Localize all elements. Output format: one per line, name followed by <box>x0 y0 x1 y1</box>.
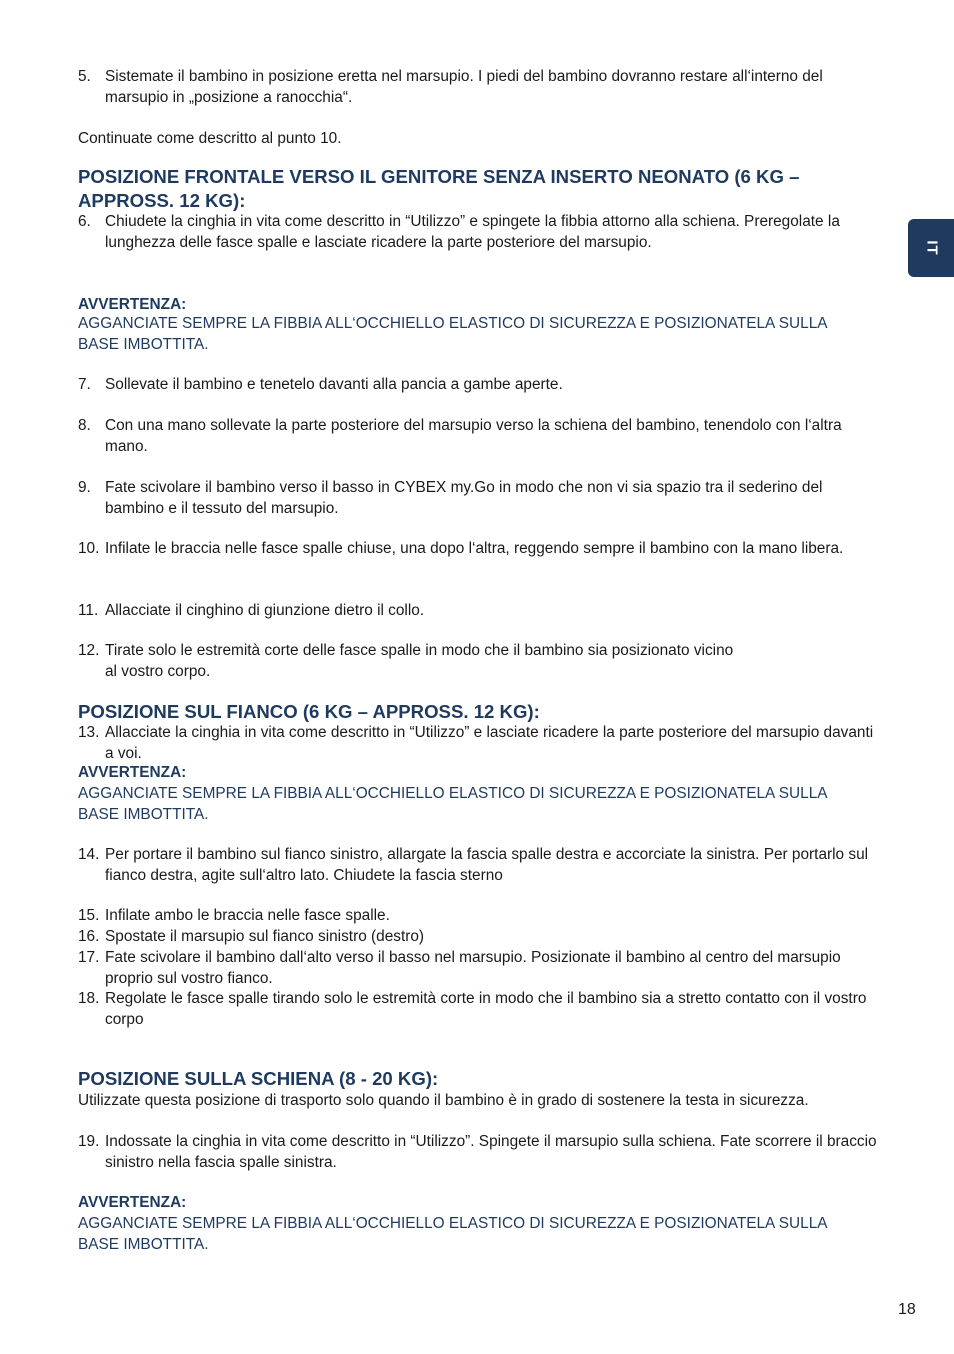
list-item-text: Spostate il marsupio sul fianco sinistro (destro) <box>105 928 425 945</box>
section-heading-side: POSIZIONE SUL FIANCO (6 KG – APPROSS. 12 KG): <box>78 701 540 722</box>
list-item-text: Allacciate il cinghino di giunzione dietro il collo. <box>105 602 425 619</box>
warning-label: AVVERTENZA: <box>78 296 187 313</box>
section-heading-frontal: POSIZIONE FRONTALE VERSO IL GENITORE SENZA INSERTO NEONATO (6 KG – APPROSS. 12 KG): <box>78 166 800 211</box>
language-tab-label: IT <box>923 240 941 256</box>
warning-text: AGGANCIATE SEMPRE LA FIBBIA ALL‘OCCHIELLO ELASTICO DI SICUREZZA E POSIZIONATELA SULLA BASE IMBOTTITA. <box>78 1215 827 1253</box>
language-tab[interactable] <box>908 219 954 277</box>
list-item-number: 6. <box>78 213 91 230</box>
list-item-text: Allacciate la cinghia in vita come descritto in “Utilizzo” e lasciate ricadere la parte posteriore del marsupio davanti a voi. <box>105 724 874 762</box>
warning-text: AGGANCIATE SEMPRE LA FIBBIA ALL‘OCCHIELLO ELASTICO DI SICUREZZA E POSIZIONATELA SULLA BASE IMBOTTITA. <box>78 785 827 823</box>
list-item-number: 14. <box>78 846 100 863</box>
list-item-text: Infilate le braccia nelle fasce spalle chiuse, una dopo l‘altra, reggendo sempre il bambino con la mano libera. <box>105 540 844 557</box>
warning-label: AVVERTENZA: <box>78 764 187 781</box>
list-item-number: 13. <box>78 724 100 741</box>
warning-label: AVVERTENZA: <box>78 1194 187 1211</box>
section-intro: Utilizzate questa posizione di trasporto solo quando il bambino è in grado di sostenere la testa in sicurezza. <box>78 1092 809 1109</box>
list-item-number: 8. <box>78 417 91 434</box>
list-item-number: 16. <box>78 928 100 945</box>
list-item-text: Infilate ambo le braccia nelle fasce spalle. <box>105 907 390 924</box>
list-item-number: 15. <box>78 907 100 924</box>
list-item-text: Regolate le fasce spalle tirando solo le estremità corte in modo che il bambino sia a stretto contatto con il vostro corpo <box>105 990 867 1028</box>
continue-text: Continuate come descritto al punto 10. <box>78 130 342 147</box>
list-item-text <box>105 641 885 682</box>
list-item-text: Indossate la cinghia in vita come descritto in “Utilizzo”. Spingete il marsupio sulla schiena. Fate scorrere il braccio sinistro nella fascia spalle sinistra. <box>105 1133 877 1171</box>
list-item-text: Fate scivolare il bambino dall‘alto verso il basso nel marsupio. Posizionate il bambino al centro del marsupio proprio sul vostro fianco. <box>105 949 841 987</box>
list-item-number: 7. <box>78 376 91 393</box>
list-item-number: 5. <box>78 68 91 85</box>
page-number: 18 <box>898 1301 916 1318</box>
list-item-text-line: al vostro corpo. <box>105 662 211 680</box>
list-item-text: Per portare il bambino sul fianco sinistro, allargate la fascia spalle destra e accorciate la sinistra. Per portarlo sul fianco destra, agite sull‘altro lato. Chiudete la fascia sterno <box>105 846 869 884</box>
section-heading-back: POSIZIONE SULLA SCHIENA (8 - 20 KG): <box>78 1068 439 1089</box>
list-item-number: 19. <box>78 1133 100 1150</box>
warning-text: AGGANCIATE SEMPRE LA FIBBIA ALL‘OCCHIELLO ELASTICO DI SICUREZZA E POSIZIONATELA SULLA BASE IMBOTTITA. <box>78 315 827 353</box>
list-item-number: 18. <box>78 990 100 1007</box>
list-item-text-line: Tirate solo le estremità corte delle fasce spalle in modo che il bambino sia posizionato vicino <box>105 642 734 659</box>
list-item-text: Sistemate il bambino in posizione eretta nel marsupio. I piedi del bambino dovranno restare all‘interno del marsupio in „posizione a ranocchia“. <box>105 68 823 106</box>
list-item-text: Chiudete la cinghia in vita come descritto in “Utilizzo” e spingete la fibbia attorno alla schiena. Preregolate la lunghezza delle fasce spalle e lasciate ricadere la parte posteriore del marsupio. <box>105 213 840 251</box>
list-item-number: 17. <box>78 949 100 966</box>
list-item-number: 10. <box>78 540 100 557</box>
list-item-text: Sollevate il bambino e tenetelo davanti alla pancia a gambe aperte. <box>105 376 563 393</box>
list-item-text: Fate scivolare il bambino verso il basso in CYBEX my.Go in modo che non vi sia spazio tra il sederino del bambino e il tessuto del marsupio. <box>105 479 823 517</box>
list-item-text: Con una mano sollevate la parte posteriore del marsupio verso la schiena del bambino, tenendolo con l‘altra mano. <box>105 417 842 455</box>
list-item-number: 12. <box>78 642 100 659</box>
list-item-number: 11. <box>78 602 99 619</box>
list-item-number: 9. <box>78 479 91 496</box>
